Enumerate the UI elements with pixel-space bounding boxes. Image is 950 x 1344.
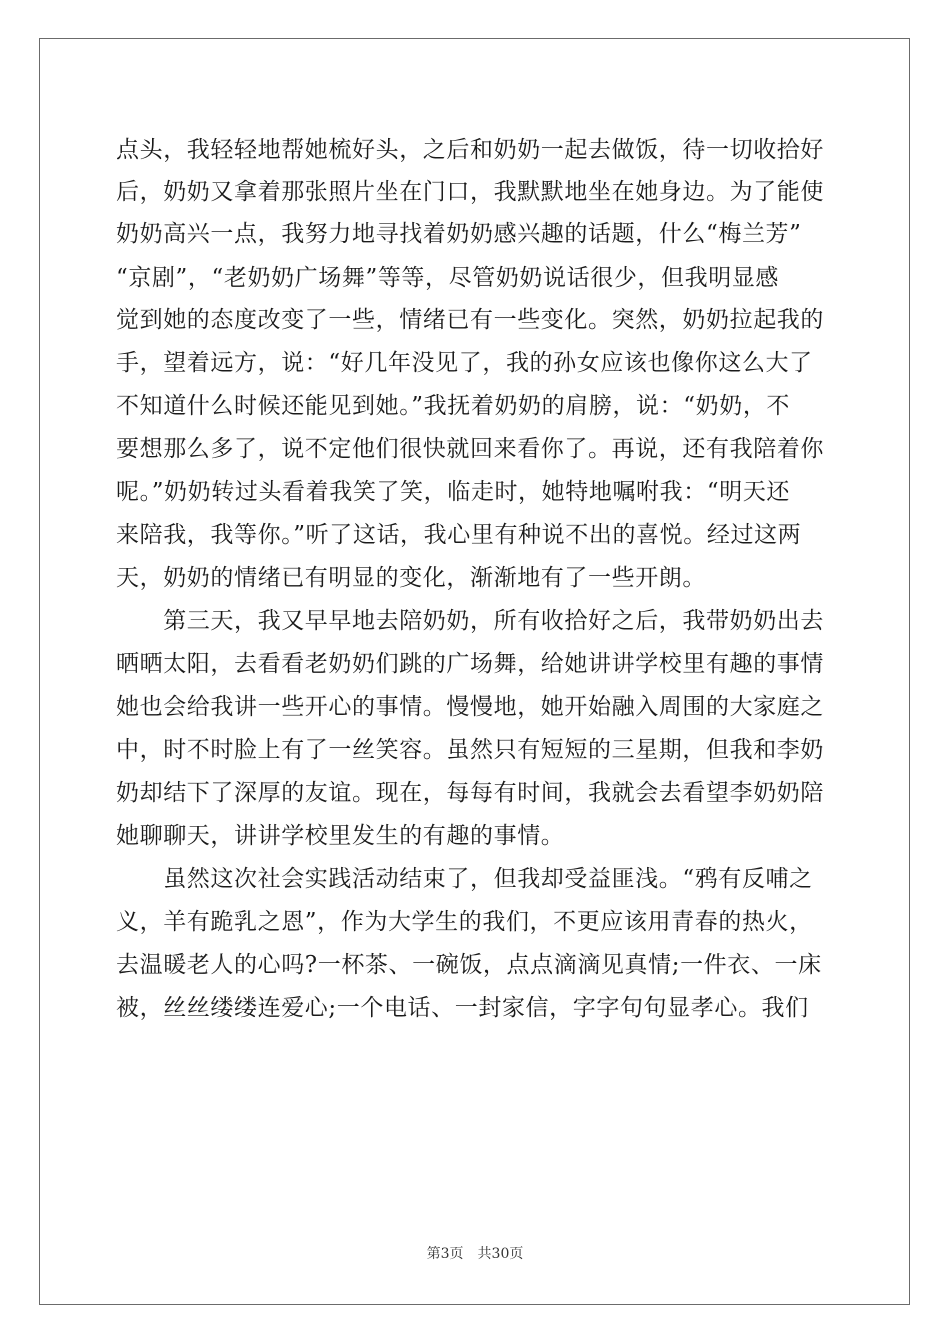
text-line: 手，望着远方，说：“好几年没见了，我的孙女应该也像你这么大了 — [116, 350, 813, 376]
text-line: 晒晒太阳，去看看老奶奶们跳的广场舞，给她讲讲学校里有趣的事情 — [116, 651, 824, 677]
text-line: 点头，我轻轻地帮她梳好头，之后和奶奶一起去做饭，待一切收拾好 — [116, 137, 824, 163]
text-line: 奶却结下了深厚的友谊。现在，每每有时间，我就会去看望李奶奶陪 — [116, 780, 824, 806]
text-line: 觉到她的态度改变了一些，情绪已有一些变化。突然，奶奶拉起我的 — [116, 307, 824, 333]
text-line: 要想那么多了，说不定他们很快就回来看你了。再说，还有我陪着你 — [116, 436, 824, 462]
text-line: “京剧”，“老奶奶广场舞”等等，尽管奶奶说话很少，但我明显感 — [116, 265, 780, 291]
text-line: 她聊聊天，讲讲学校里发生的有趣的事情。 — [116, 823, 565, 849]
text-line: 她也会给我讲一些开心的事情。慢慢地，她开始融入周围的大家庭之 — [116, 694, 824, 720]
text-line: 天，奶奶的情绪已有明显的变化，渐渐地有了一些开朗。 — [116, 565, 706, 591]
text-line: 来陪我，我等你。”听了这话，我心里有种说不出的喜悦。经过这两 — [116, 522, 802, 548]
text-line: 奶奶高兴一点，我努力地寻找着奶奶感兴趣的话题，什么“梅兰芳” — [116, 221, 802, 247]
text-line: 后，奶奶又拿着那张照片坐在门口，我默默地坐在她身边。为了能使 — [116, 179, 824, 205]
page-number-footer: 第3页 共30页 — [426, 1246, 524, 1262]
text-line: 虽然这次社会实践活动结束了，但我却受益匪浅。“鸦有反哺之 — [116, 866, 813, 892]
text-line: 义，羊有跪乳之恩”，作为大学生的我们，不更应该用青春的热火， — [116, 909, 813, 935]
text-line: 呢。”奶奶转过头看着我笑了笑，临走时，她特地嘱咐我：“明天还 — [116, 479, 791, 505]
text-line: 去温暖老人的心吗?一杯茶、一碗饭，点点滴滴见真情;一件衣、一床 — [116, 952, 822, 978]
text-line: 不知道什么时候还能见到她。”我抚着奶奶的肩膀，说：“奶奶，不 — [116, 393, 791, 419]
text-line: 中，时不时脸上有了一丝笑容。虽然只有短短的三星期，但我和李奶 — [116, 737, 824, 763]
text-line: 第三天，我又早早地去陪奶奶，所有收拾好之后，我带奶奶出去 — [116, 608, 824, 634]
text-line: 被，丝丝缕缕连爱心;一个电话、一封家信，字字句句显孝心。我们 — [116, 995, 809, 1021]
